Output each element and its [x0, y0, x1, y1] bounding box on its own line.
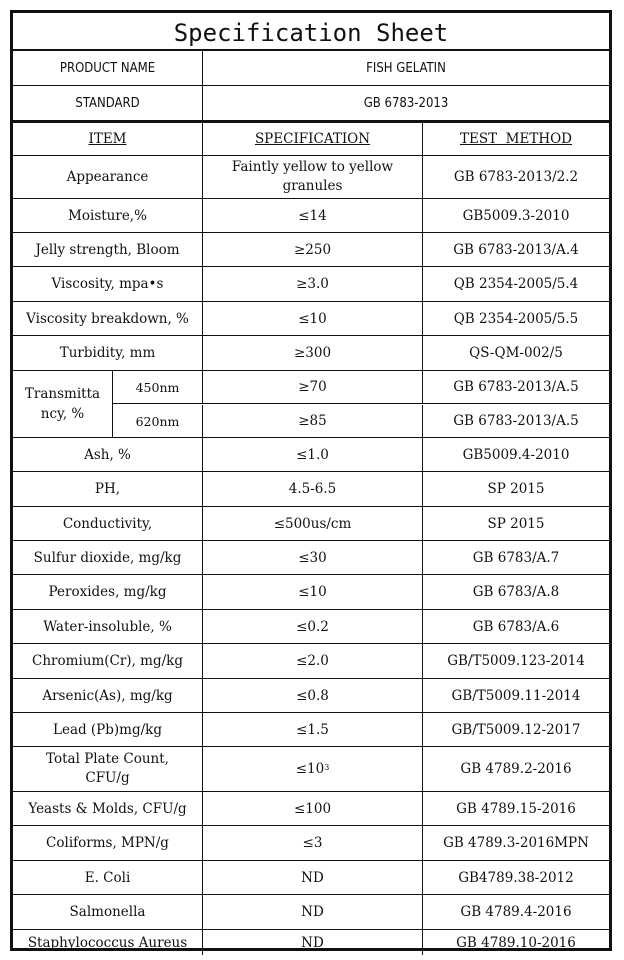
table-row: [13, 895, 609, 930]
table-row: [13, 575, 609, 610]
method-cell: GB5009.3-2010: [462, 207, 570, 224]
item-cell: Total Plate Count, CFU/g: [13, 747, 203, 791]
item-cell: Viscosity, mpa•s: [13, 267, 203, 301]
method-cell: GB 6783-2013/2.2: [453, 169, 579, 185]
item-cell: Staphylococcus Aureus: [13, 930, 203, 955]
method-cell: GB 4789.15-2016: [456, 800, 576, 817]
method-cell: GB 6783-2013/A.5: [453, 413, 579, 429]
item-cell: Water-insoluble, %: [13, 610, 203, 643]
table-row: [13, 156, 609, 199]
spec-cell: ≤1.0: [203, 438, 423, 471]
method-cell: GB 6783/A.7: [472, 549, 560, 566]
item-cell: Chromium(Cr), mg/kg: [13, 644, 203, 678]
spec-cell: ≤0.2: [203, 610, 423, 643]
spec-cell: ≤14: [203, 199, 423, 232]
item-cell: Ash, %: [13, 438, 203, 471]
spec-cell: ≤10 3: [203, 747, 423, 791]
method-cell: GB 6783/A.6: [472, 618, 560, 635]
method-cell: SP 2015: [487, 515, 545, 532]
method-cell: SP 2015: [487, 481, 545, 497]
spec-cell: ND: [203, 930, 423, 955]
item-cell: Yeasts & Molds, CFU/g: [13, 792, 203, 825]
item-cell: Conductivity,: [13, 507, 203, 540]
item-cell: Arsenic(As), mg/kg: [13, 679, 203, 712]
table-row: [13, 541, 609, 575]
spec-cell: ≥250: [203, 233, 423, 266]
table-row: [13, 507, 609, 541]
table-row: [13, 267, 609, 302]
item-cell: Peroxides, mg/kg: [13, 575, 203, 609]
standard-row: [13, 86, 609, 123]
item-cell: Lead (Pb)mg/kg: [13, 713, 203, 746]
item-cell: Salmonella: [13, 895, 203, 929]
spec-cell: ≥70: [203, 371, 423, 404]
spec-cell: ≤1.5: [203, 713, 423, 746]
spec-cell: ≥300: [203, 336, 423, 370]
spec-cell: 4.5-6.5: [203, 472, 423, 506]
method-cell: QS-QM-002/5: [469, 345, 563, 361]
spec-cell: ≥85: [203, 405, 423, 437]
table-row: [13, 747, 609, 792]
spec-cell: ND: [203, 861, 423, 894]
spec-cell: ≤100: [203, 792, 423, 825]
table-row: [13, 861, 609, 895]
spec-cell: ND: [203, 895, 423, 929]
product-value: FISH GELATIN: [366, 60, 446, 76]
item-cell: PH,: [13, 472, 203, 506]
method-cell: GB 6783/A.8: [472, 584, 560, 600]
method-cell: QB 2354-2005/5.5: [453, 310, 579, 327]
method-cell: GB/T5009.123-2014: [447, 653, 585, 669]
table-header: [13, 122, 609, 156]
method-cell: GB 4789.4-2016: [460, 904, 572, 920]
table-row: [13, 930, 609, 955]
method-cell: GB 6783-2013/A.5: [423, 371, 609, 404]
sheet-title: Specification Sheet: [13, 13, 609, 51]
standard-label: STANDARD: [13, 86, 203, 120]
wavelength-450: 450nm: [113, 371, 203, 404]
product-row: [13, 51, 609, 86]
item-cell: Jelly strength, Bloom: [13, 233, 203, 266]
spec-cell: ≤10: [203, 575, 423, 609]
table-row: [13, 826, 609, 861]
column-header-method: TEST METHOD: [459, 130, 573, 147]
column-header-spec: SPECIFICATION: [203, 122, 423, 155]
table-row: [13, 472, 609, 507]
item-cell: Moisture,%: [13, 199, 203, 232]
table-row: [13, 644, 609, 679]
standard-value: GB 6783-2013: [363, 95, 449, 111]
spec-cell: ≤500us/cm: [203, 507, 423, 540]
table-row: [13, 199, 609, 233]
method-cell: GB 4789.3-2016MPN: [443, 835, 589, 851]
item-cell: Viscosity breakdown, %: [13, 302, 203, 335]
table-row: [13, 233, 609, 267]
method-cell: GB 4789.2-2016: [460, 761, 572, 777]
table-row: [13, 792, 609, 826]
item-cell: E. Coli: [13, 861, 203, 894]
item-cell: Coliforms, MPN/g: [13, 826, 203, 860]
table-row: [13, 713, 609, 747]
spec-cell: ≤3: [203, 826, 423, 860]
transmittance-row: [13, 371, 609, 438]
table-row: [13, 679, 609, 713]
spec-cell: ≤30: [203, 541, 423, 574]
item-cell: Turbidity, mm: [13, 336, 203, 370]
spec-cell: ≤2.0: [203, 644, 423, 678]
column-header-item: ITEM: [13, 122, 203, 155]
table-row: [13, 302, 609, 336]
item-cell: Appearance: [13, 156, 203, 198]
method-cell: GB/T5009.12-2017: [451, 721, 581, 738]
method-cell: GB/T5009.11-2014: [451, 687, 581, 704]
method-cell: GB4789.38-2012: [458, 869, 574, 886]
spec-cell: ≤0.8: [203, 679, 423, 712]
spec-cell: ≤10: [203, 302, 423, 335]
method-cell: GB 4789.10-2016: [456, 934, 576, 951]
spec-cell: Faintly yellow to yellow granules: [203, 156, 423, 198]
table-row: [13, 610, 609, 644]
item-cell: Sulfur dioxide, mg/kg: [13, 541, 203, 574]
specification-sheet: [10, 10, 612, 951]
method-cell: GB5009.4-2010: [462, 446, 570, 463]
method-cell: GB 6783-2013/A.4: [453, 241, 579, 258]
wavelength-620: 620nm: [113, 405, 203, 437]
product-label: PRODUCT NAME: [13, 51, 203, 85]
transmittance-label: Transmitta ncy, %: [13, 371, 113, 437]
method-cell: QB 2354-2005/5.4: [453, 276, 579, 292]
table-row: [13, 336, 609, 371]
table-row: [13, 438, 609, 472]
spec-cell: ≥3.0: [203, 267, 423, 301]
